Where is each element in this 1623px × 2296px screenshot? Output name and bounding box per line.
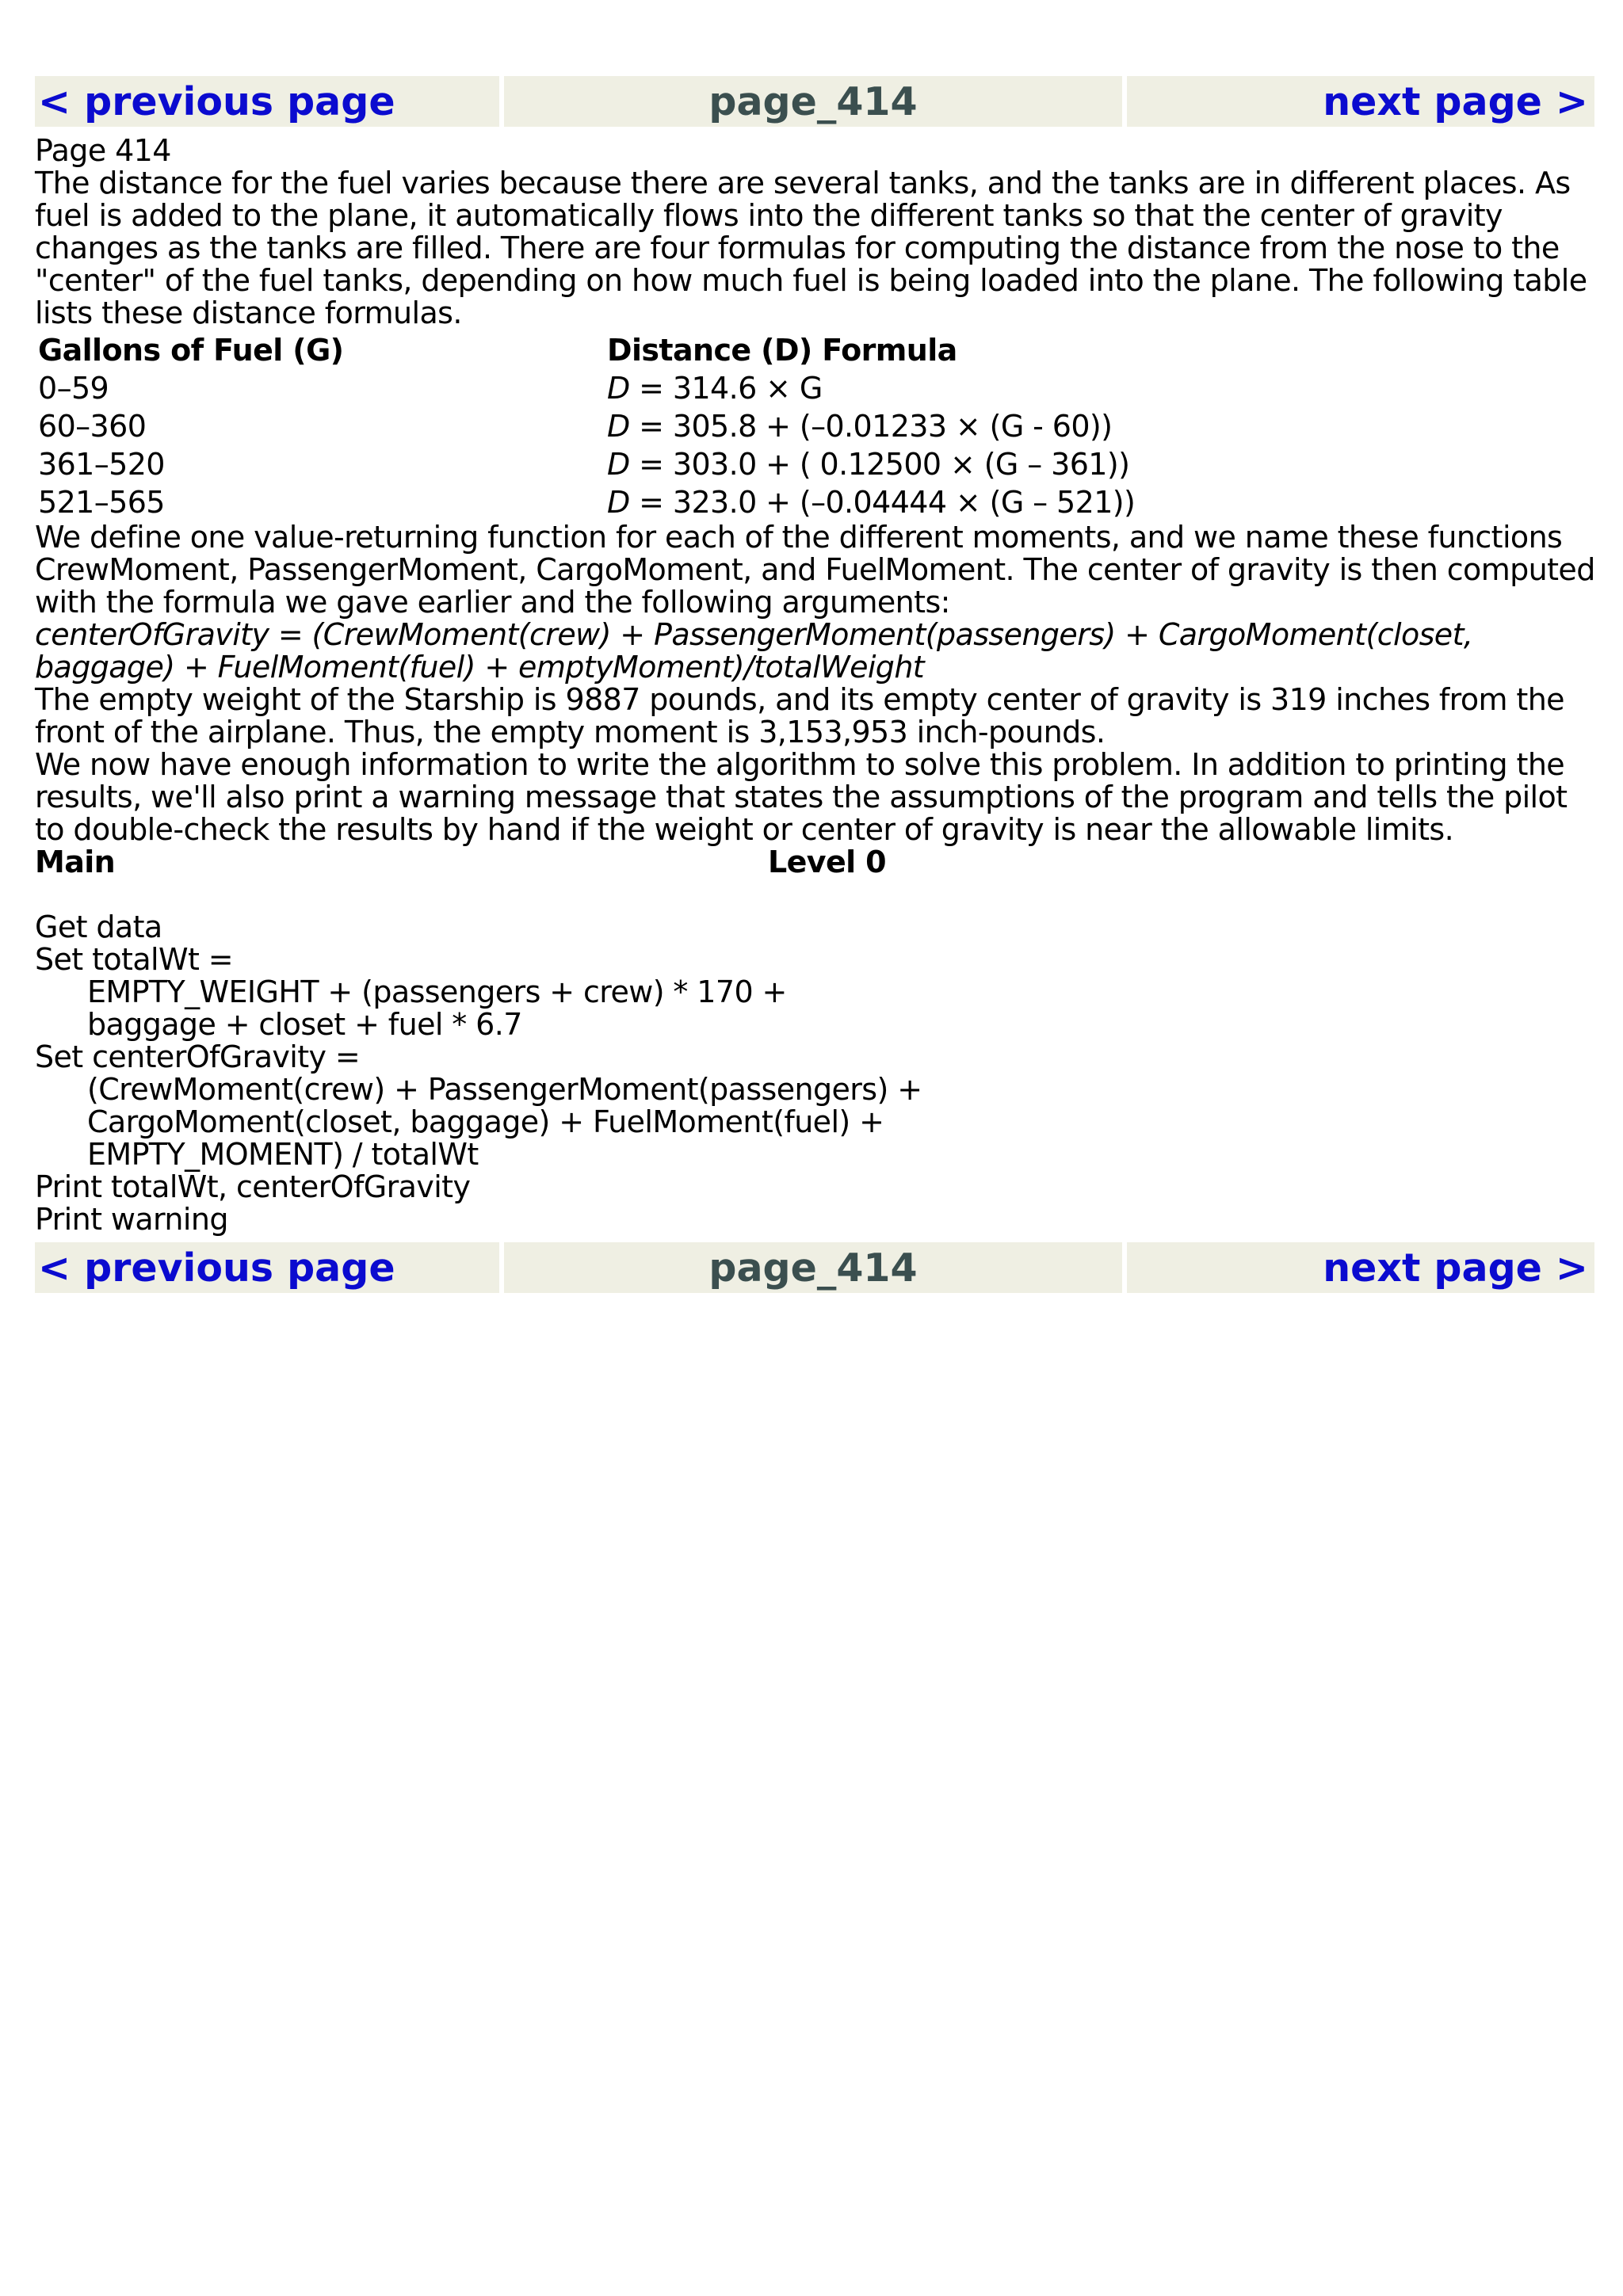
algorithm-line: Set centerOfGravity = xyxy=(35,1039,361,1074)
page-content xyxy=(35,127,1596,1236)
column-header-formula: Distance (D) Formula xyxy=(607,332,957,368)
distance-variable: D xyxy=(607,446,630,482)
page-indicator: page_414 xyxy=(504,76,1122,127)
intro-paragraph: The distance for the fuel varies because there are several tanks, and the tanks are in different places. As fuel is added to the plane, it automatically flows into the different tanks so that the center of gravity changes as the tanks are filled. There are four formulas for computing the distance from the nose to the "center" of the fuel tanks, depending on how much fuel is being loaded into the plane. The following table lists these distance formulas. xyxy=(35,166,1587,330)
algorithm-line: Set totalWt = xyxy=(35,942,233,977)
table-row xyxy=(38,407,1135,445)
formula-cell xyxy=(607,369,1135,407)
algorithm-header xyxy=(35,846,1596,879)
previous-page-link[interactable]: < previous page xyxy=(35,76,499,127)
formula-expression: = 314.6 × G xyxy=(629,370,823,406)
page-container xyxy=(35,76,1596,1293)
formula-expression: = 303.0 + ( 0.12500 × (G – 361)) xyxy=(629,446,1130,482)
algorithm-line: baggage + closet + fuel * 6.7 xyxy=(87,1007,522,1042)
algorithm-line: Get data xyxy=(35,910,162,944)
algorithm-line: Print totalWt, centerOfGravity xyxy=(35,1169,471,1204)
distance-variable: D xyxy=(607,408,630,444)
bottom-navigation-bar xyxy=(35,1242,1596,1293)
gallons-range-cell: 60–360 xyxy=(38,408,147,444)
distance-formula-table xyxy=(38,331,1135,521)
next-page-link[interactable]: next page > xyxy=(1127,76,1594,127)
algorithm-steps xyxy=(35,911,1596,1236)
algorithm-line: EMPTY_WEIGHT + (passengers + crew) * 170 + xyxy=(87,974,787,1009)
distance-variable: D xyxy=(607,484,630,520)
center-of-gravity-formula: centerOfGravity = (CrewMoment(crew) + PassengerMoment(passengers) + CargoMoment(closet, baggage) + FuelMoment(fuel) + emptyMoment)/totalWeight xyxy=(35,617,1473,685)
previous-page-link[interactable]: < previous page xyxy=(35,1242,499,1293)
functions-paragraph: We define one value-returning function for each of the different moments, and we name these functions CrewMoment, PassengerMoment, CargoMoment, and FuelMoment. The center of gravity is then computed with the formula we gave earlier and the following arguments: xyxy=(35,520,1595,620)
formula-expression: = 323.0 + (–0.04444 × (G – 521)) xyxy=(629,484,1136,520)
table-row xyxy=(38,483,1135,521)
algorithm-intro-paragraph: We now have enough information to write the algorithm to solve this problem. In addition to printing the results, we'll also print a warning message that states the assumptions of the program and tells the pilot to double-check the results by hand if the weight or center of gravity is near the allowable limits. xyxy=(35,747,1568,847)
algorithm-level: Level 0 xyxy=(768,845,887,879)
formula-cell xyxy=(607,445,1135,483)
page-indicator: page_414 xyxy=(504,1242,1122,1293)
table-row xyxy=(38,445,1135,483)
spacer xyxy=(35,879,1596,911)
top-navigation-bar xyxy=(35,76,1596,127)
formula-cell xyxy=(607,407,1135,445)
table-row xyxy=(38,369,1135,407)
algorithm-line: (CrewMoment(crew) + PassengerMoment(passengers) + xyxy=(87,1072,922,1107)
next-page-link[interactable]: next page > xyxy=(1127,1242,1594,1293)
table-header-row xyxy=(38,331,1135,369)
empty-weight-paragraph: The empty weight of the Starship is 9887 pounds, and its empty center of gravity is 319 inches from the front of the airplane. Thus, the empty moment is 3,153,953 inch-pounds. xyxy=(35,682,1564,749)
algorithm-line: EMPTY_MOMENT) / totalWt xyxy=(87,1137,479,1172)
gallons-range-cell: 521–565 xyxy=(38,484,165,520)
gallons-range-cell: 0–59 xyxy=(38,370,109,406)
gallons-range-cell: 361–520 xyxy=(38,446,165,482)
page-label: Page 414 xyxy=(35,133,171,168)
formula-cell xyxy=(607,483,1135,521)
formula-expression: = 305.8 + (–0.01233 × (G - 60)) xyxy=(629,408,1113,444)
column-header-gallons: Gallons of Fuel (G) xyxy=(38,332,344,368)
algorithm-line: CargoMoment(closet, baggage) + FuelMoment(fuel) + xyxy=(87,1104,884,1139)
distance-variable: D xyxy=(607,370,630,406)
algorithm-title: Main xyxy=(35,845,116,879)
algorithm-line: Print warning xyxy=(35,1202,228,1237)
